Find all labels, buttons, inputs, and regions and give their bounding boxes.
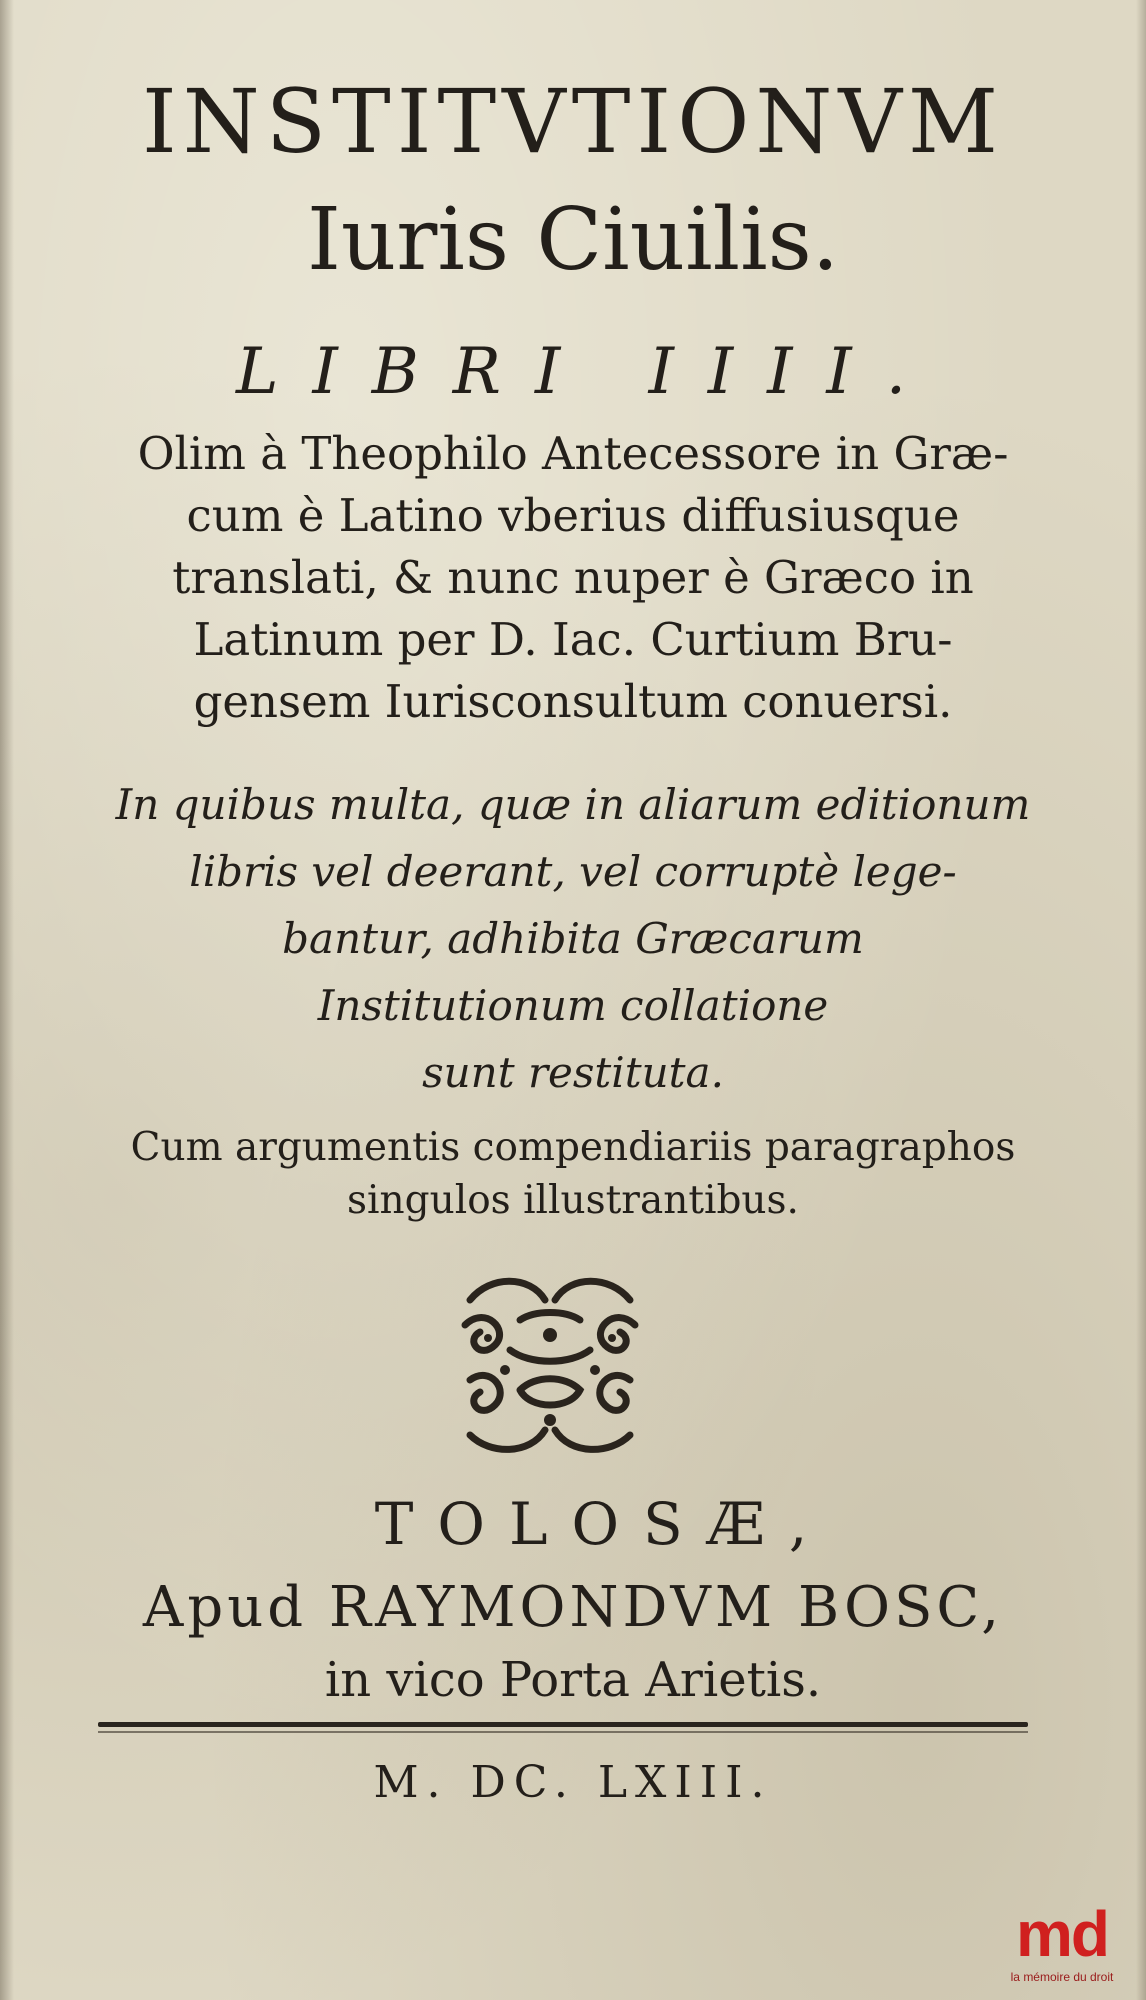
arguments-line: Cum argumentis compendiariis paragraphos bbox=[130, 1125, 1016, 1170]
italic-line: sunt restituta. bbox=[422, 1048, 724, 1097]
logo-mark: md bbox=[1016, 1898, 1108, 1970]
logo-tagline: la mémoire du droit bbox=[1010, 1970, 1114, 1984]
description-line: translati, & nunc nuper è Græco in bbox=[172, 551, 974, 604]
description-line: gensem Iurisconsultum conuersi. bbox=[193, 675, 953, 728]
divider-rule bbox=[98, 1722, 1028, 1727]
description-line: cum è Latino vberius diffusiusque bbox=[186, 489, 960, 542]
publication-date: M. DC. LXIII. bbox=[373, 1757, 773, 1808]
title-line-2: Iuris Ciuilis. bbox=[306, 190, 840, 290]
arguments-line: singulos illustrantibus. bbox=[347, 1178, 799, 1223]
description-line: Latinum per D. Iac. Curtium Bru- bbox=[193, 613, 953, 666]
title-line-1: INSTITVTIONVM bbox=[141, 70, 1004, 173]
imprint-printer: Apud RAYMONDVM BOSC, bbox=[142, 1575, 1004, 1640]
italic-line: bantur, adhibita Græcarum bbox=[282, 914, 864, 963]
watermark-logo bbox=[982, 1898, 1142, 1996]
description-line: Olim à Theophilo Antecessore in Græ- bbox=[137, 427, 1009, 480]
italic-line: Institutionum collatione bbox=[317, 981, 829, 1030]
imprint-city: TOLOSÆ, bbox=[374, 1490, 832, 1558]
imprint-address: in vico Porta Arietis. bbox=[324, 1652, 822, 1708]
italic-line: libris vel deerant, vel corruptè lege- bbox=[189, 847, 957, 896]
italic-line: In quibus multa, quæ in aliarum editionum bbox=[115, 780, 1031, 829]
printer-ornament-icon bbox=[450, 1270, 650, 1460]
title-line-3: LIBRI IIII. bbox=[235, 335, 941, 409]
divider-rule bbox=[98, 1731, 1028, 1733]
